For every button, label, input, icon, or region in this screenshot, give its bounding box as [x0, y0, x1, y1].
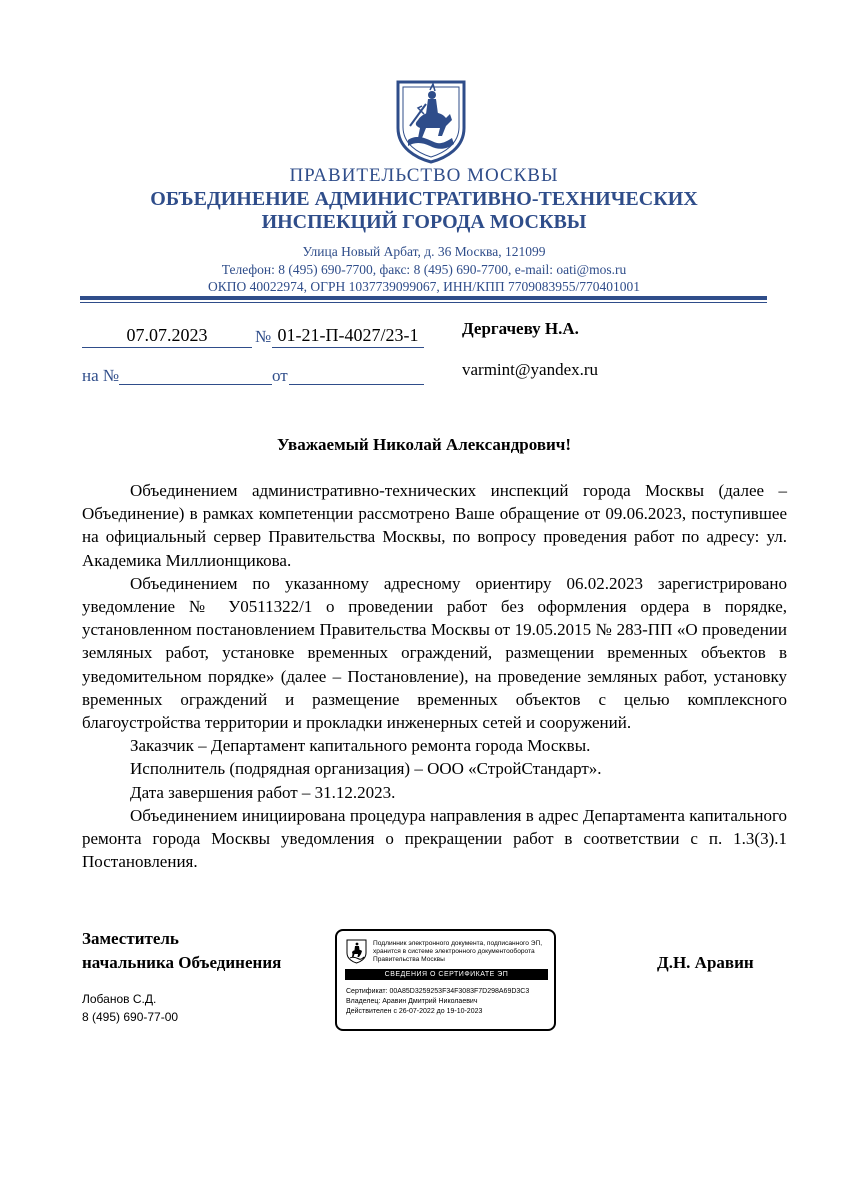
organization-address: Улица Новый Арбат, д. 36 Москва, 121099 [302, 244, 546, 259]
document-number: 01-21-П-4027/23-1 [272, 325, 424, 348]
stamp-coat-of-arms-icon [346, 939, 367, 964]
reply-from-date-label: от [272, 366, 288, 385]
electronic-signature-stamp [335, 929, 556, 1031]
stamp-text-line-3: Правительства Москвы [373, 956, 445, 963]
body-paragraph: Объединением инициирована процедура направления в адрес Департамента капитального ремонта города Москвы уведомления о прекращении работ в соответствии с п. 1.3(3).1 Постановления. [82, 805, 787, 872]
organization-name-line-2: ИНСПЕКЦИЙ ГОРОДА МОСКВЫ [261, 211, 587, 233]
stamp-certificate-owner: Владелец: Аравин Дмитрий Николаевич [346, 998, 478, 1005]
stamp-certificate-id: Сертификат: 00A85D3259253F34F3083F7D298A69D3C3 [346, 988, 530, 995]
signer-position-line-2: начальника Объединения [82, 953, 282, 972]
executor-name: Лобанов С.Д. [82, 992, 157, 1006]
moscow-coat-of-arms-icon [396, 80, 466, 164]
stamp-certificate-header: СВЕДЕНИЯ О СЕРТИФИКАТЕ ЭП [345, 969, 548, 980]
organization-name-line-1: ОБЪЕДИНЕНИЕ АДМИНИСТРАТИВНО-ТЕХНИЧЕСКИХ [150, 188, 698, 210]
stamp-text-line-1: Подлинник электронного документа, подписанного ЭП, [373, 940, 543, 947]
executor-phone: 8 (495) 690-77-00 [82, 1010, 179, 1024]
organization-codes: ОКПО 40022974, ОГРН 1037739099067, ИНН/КПП 7709083955/770401001 [208, 279, 640, 294]
government-title: ПРАВИТЕЛЬСТВО МОСКВЫ [289, 165, 559, 186]
organization-contacts: Телефон: 8 (495) 690-7700, факс: 8 (495) 690-7700, e-mail: oati@mos.ru [221, 262, 627, 277]
reply-to-number-blank [119, 384, 272, 385]
body-paragraph: Дата завершения работ – 31.12.2023. [130, 782, 396, 802]
body-paragraph: Объединением административно-технических инспекций города Москвы (далее – Объединение) в рамках компетенции рассмотрено Ваше обращение от 09.06.2023, поступившее на официальный сервер Правительства Москвы, по вопросу проведения работ по адресу: ул. Академика Миллионщикова. [82, 481, 787, 570]
letter-body [82, 479, 787, 873]
reply-from-date-blank [289, 384, 424, 385]
reply-to-number-label: на № [82, 366, 120, 385]
recipient-name: Дергачеву Н.А. [462, 319, 579, 338]
header-divider-thin [80, 302, 767, 303]
stamp-text-line-2: хранится в системе электронного документооборота [373, 948, 535, 955]
body-paragraph: Заказчик – Департамент капитального ремонта города Москвы. [130, 736, 591, 756]
signer-name: Д.Н. Аравин [657, 953, 754, 972]
signer-position-line-1: Заместитель [82, 929, 179, 948]
salutation: Уважаемый Николай Александрович! [276, 435, 572, 454]
body-paragraph: Объединением по указанному адресному ориентиру 06.02.2023 зарегистрировано уведомление № У0511322/1 о проведении работ без оформления ордера в порядке, установленном постановлением Правительства Москвы от 19.05.2015 № 283-ПП «О проведении земляных работ, установке временных ограждений, размещении временных объектов в уведомительном порядке» (далее – Постановление), на проведение земляных работ, установку временных ограждений и размещение временных объектов с целью комплексного благоустройства территории и прокладки инженерных сетей и сооружений. [82, 573, 787, 733]
document-date: 07.07.2023 [82, 325, 252, 348]
header-divider-thick [80, 296, 767, 300]
recipient-email: varmint@yandex.ru [462, 360, 599, 379]
body-paragraph: Исполнитель (подрядная организация) – ООО «СтройСтандарт». [130, 759, 602, 779]
stamp-certificate-validity: Действителен с 26-07-2022 до 19-10-2023 [346, 1008, 483, 1015]
number-sign-label: № [255, 327, 272, 346]
